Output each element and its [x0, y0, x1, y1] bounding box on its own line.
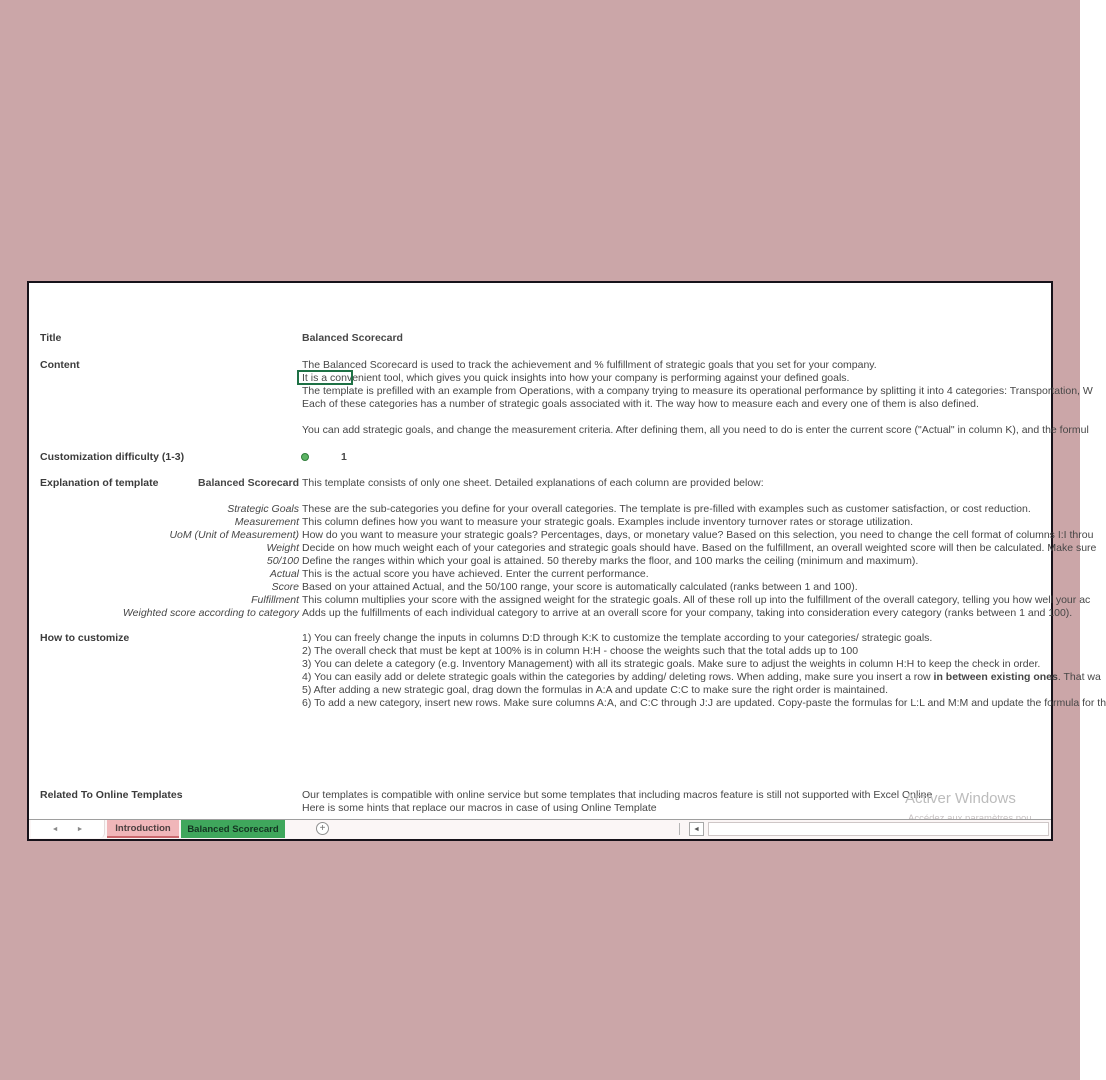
- explanation-desc[interactable]: Define the ranges within which your goal is attained. 50 thereby marks the floor, and 100 marks the ceiling (minimum and maximum).: [302, 555, 919, 567]
- sheet-nav-left-icon[interactable]: ◄: [51, 825, 59, 833]
- explanation-desc[interactable]: Decide on how much weight each of your categories and strategic goals should have. Based on the fulfillment, an overall weighted score will then be calculated. Make sure: [302, 542, 1097, 554]
- cell-explanation-label[interactable]: Explanation of template: [40, 477, 159, 489]
- explanation-desc[interactable]: This column defines how you want to measure your strategic goals. Examples include inventory turnover rates or storage utilization.: [302, 516, 914, 528]
- cell-explanation-intro[interactable]: This template consists of only one sheet. Detailed explanations of each column are provided below:: [302, 477, 764, 489]
- explanation-term[interactable]: Score: [271, 581, 299, 593]
- explanation-term[interactable]: Weighted score according to category: [122, 607, 299, 619]
- cell-howto-label[interactable]: How to customize: [40, 632, 130, 644]
- step-text: . That wa: [1057, 671, 1101, 683]
- scrollbar-divider: [679, 823, 680, 835]
- content-line[interactable]: You can add strategic goals, and change the measurement criteria. After defining them, all you need to do is enter the current score ("Actual" in column K), and the formul: [302, 424, 1089, 436]
- explanation-term[interactable]: Strategic Goals: [227, 503, 299, 515]
- cell-content-label[interactable]: Content: [40, 359, 80, 371]
- hscroll-track[interactable]: [708, 822, 1049, 836]
- online-line[interactable]: Our templates is compatible with online service but some templates that including macros feature is still not supported with Excel Online: [302, 789, 933, 801]
- explanation-term[interactable]: UoM (Unit of Measurement): [169, 529, 299, 541]
- howto-step[interactable]: [302, 697, 1106, 710]
- difficulty-green-dot-icon: [301, 453, 309, 461]
- add-sheet-icon[interactable]: +: [316, 822, 329, 835]
- explanation-term[interactable]: Fulfillment: [251, 594, 299, 606]
- activate-windows-watermark: Activer Windows: [905, 790, 1016, 807]
- explanation-desc[interactable]: These are the sub-categories you define for your overall categories. The template is pre-filled with examples such as customer satisfaction, or cost reduction.: [302, 503, 1031, 515]
- cell-title-label[interactable]: Title: [40, 332, 62, 344]
- active-cell-selection-border: [297, 370, 353, 385]
- spreadsheet-window: [27, 281, 1106, 841]
- sheet-nav-arrows: [31, 820, 105, 838]
- sheet-tab-introduction[interactable]: Introduction: [107, 820, 179, 838]
- step-text: 1) You can freely change the inputs in columns D:D through K:K to customize the template according to your categories/ strategic goals.: [302, 632, 933, 644]
- step-bold-text: in between existing ones: [933, 671, 1058, 683]
- explanation-desc[interactable]: This is the actual score you have achieved. Enter the current performance.: [302, 568, 649, 580]
- step-text: 3) You can delete a category (e.g. Inventory Management) with all its strategic goals. Make sure to adjust the weights in column H:H to keep the check in order.: [302, 658, 1041, 670]
- cell-online-label[interactable]: Related To Online Templates: [40, 789, 183, 801]
- step-text: 5) After adding a new strategic goal, drag down the formulas in A:A and update C:C to make sure the right order is maintained.: [302, 684, 889, 696]
- cell-sheet-name[interactable]: Balanced Scorecard: [198, 477, 299, 489]
- step-text: 2) The overall check that must be kept at 100% is in column H:H - choose the weights such that the total adds up to 100: [302, 645, 859, 657]
- explanation-term[interactable]: 50/100: [266, 555, 299, 567]
- sheet-tab-bar: [29, 819, 1051, 839]
- content-line[interactable]: It is a convenient tool, which gives you quick insights into how your company is performing against your defined goals.: [302, 372, 850, 384]
- explanation-term[interactable]: Measurement: [234, 516, 299, 528]
- howto-step[interactable]: [302, 645, 858, 658]
- content-line[interactable]: The Balanced Scorecard is used to track the achievement and % fulfillment of strategic goals that you set for your company.: [302, 359, 877, 371]
- explanation-term[interactable]: Weight: [266, 542, 299, 554]
- explanation-desc[interactable]: This column multiplies your score with the assigned weight for the strategic goals. All of these roll up into the fulfillment of the overall category, telling you how well your ac: [302, 594, 1091, 606]
- sheet-tab-balanced-scorecard[interactable]: Balanced Scorecard: [181, 820, 285, 838]
- online-line[interactable]: Here is some hints that replace our macros in case of using Online Template: [302, 802, 657, 814]
- cell-difficulty-label[interactable]: Customization difficulty (1-3): [40, 451, 185, 463]
- explanation-desc[interactable]: How do you want to measure your strategic goals? Percentages, days, or monetary value? Based on this selection, you need to change the cell format of columns I:I throu: [302, 529, 1094, 541]
- sheet-nav-right-icon[interactable]: ►: [76, 825, 84, 833]
- content-line[interactable]: Each of these categories has a number of strategic goals associated with it. The way how to measure each and every one of them is also defined.: [302, 398, 979, 410]
- step-text: 4) You can easily add or delete strategic goals within the categories by adding/ deleting rows. When adding, make sure you insert a row: [302, 671, 934, 683]
- howto-step[interactable]: [302, 671, 1101, 684]
- step-text: 6) To add a new category, insert new rows. Make sure columns A:A, and C:C through J:J are updated. Copy-paste the formulas for L:L and M:M and update the formula for th: [302, 697, 1106, 709]
- explanation-desc[interactable]: Adds up the fulfillments of each individual category to arrive at an overall score for your company, taking into consideration every category (ranks between 1 and 100).: [302, 607, 1073, 619]
- hscroll-left-arrow-icon[interactable]: ◄: [689, 822, 704, 836]
- cell-difficulty-value[interactable]: 1: [341, 451, 347, 463]
- howto-step[interactable]: [302, 658, 1040, 671]
- cell-title-value[interactable]: Balanced Scorecard: [302, 332, 403, 344]
- explanation-desc[interactable]: Based on your attained Actual, and the 50/100 range, your score is automatically calculated (ranks between 1 and 100).: [302, 581, 858, 593]
- content-line[interactable]: The template is prefilled with an example from Operations, with a company trying to measure its operational performance by splitting it into 4 categories: Transportation, W: [302, 385, 1093, 397]
- howto-step[interactable]: [302, 632, 932, 645]
- howto-step[interactable]: [302, 684, 888, 697]
- explanation-term[interactable]: Actual: [269, 568, 299, 580]
